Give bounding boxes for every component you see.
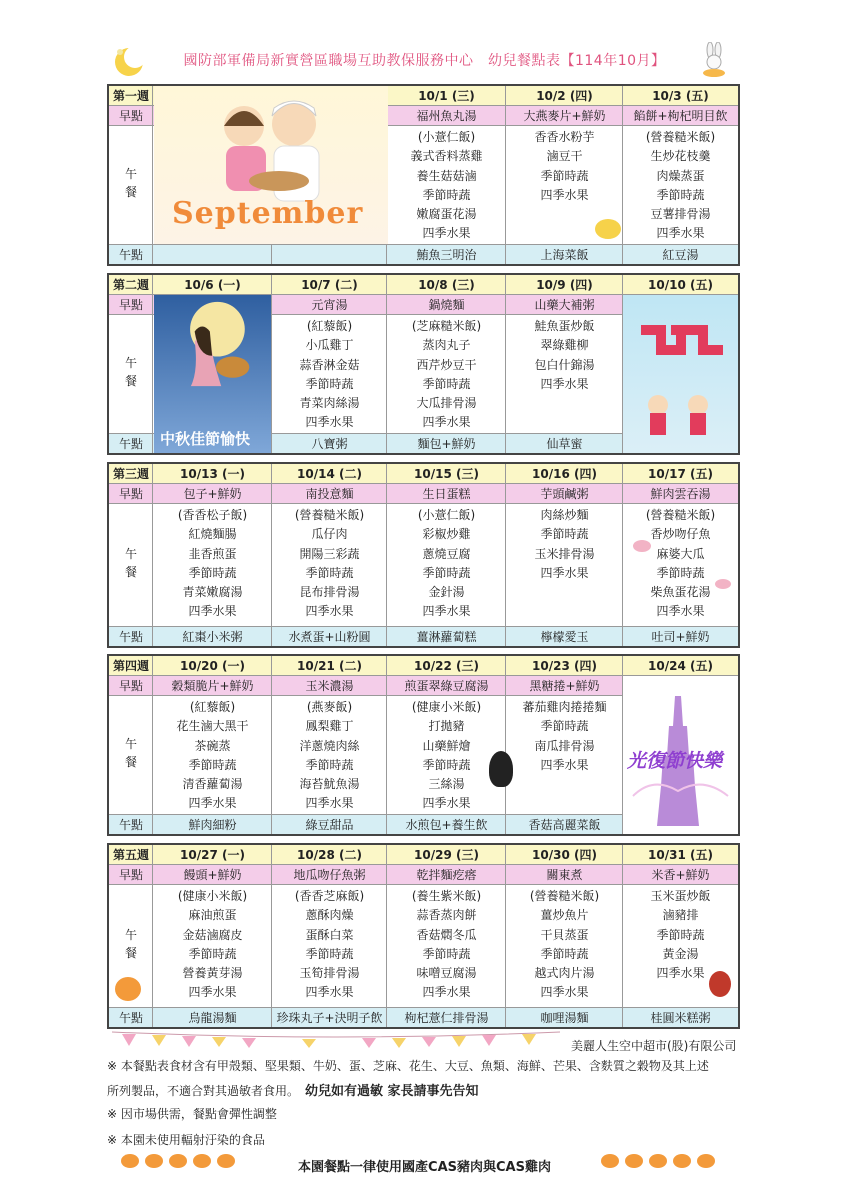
lunch-item: 季節時蔬: [540, 719, 589, 734]
lunch-item: 翠綠雞柳: [540, 338, 589, 353]
lunch-label-char: 午: [124, 547, 137, 561]
lunch-label: [109, 165, 153, 201]
day-header: 10/7 (二): [272, 275, 387, 295]
september-text: September: [172, 196, 364, 231]
lunch-item: 薑炒魚片: [540, 908, 589, 923]
breakfast-item: 黑糖捲+鮮奶: [506, 676, 623, 696]
mid-autumn-text: 中秋佳節愉快: [160, 430, 251, 448]
week-name: 第一週: [109, 86, 153, 106]
lunch-item: 季節時蔬: [422, 376, 471, 391]
lunch-item: 季節時蔬: [540, 168, 589, 183]
week-name: 第二週: [109, 275, 153, 295]
lunch-item: 香菇燜冬瓜: [416, 927, 477, 942]
lunch-item: 四季水果: [656, 966, 705, 981]
lunch-item: 山藥鮮燴: [422, 738, 471, 753]
lunch-menu: [387, 128, 506, 244]
mid-autumn-illustration: [154, 295, 271, 453]
lunch-menu: [506, 698, 623, 775]
snack-item: 枸杞薏仁排骨湯: [387, 1007, 506, 1027]
lunch-label-char: 餐: [124, 565, 137, 579]
lunch-item: 季節時蔬: [305, 565, 354, 580]
day-header: 10/30 (四): [506, 845, 623, 865]
week-header-row: [109, 656, 738, 676]
lunch-item: 四季水果: [656, 226, 705, 241]
allergen-note: [107, 1057, 747, 1099]
lunch-item: 季節時蔬: [656, 927, 705, 942]
moon-girl-icon: [154, 295, 271, 415]
lunch-item: 蒸肉丸子: [422, 338, 471, 353]
column-divider: [505, 845, 506, 1027]
snack-item: 薑淋蘿蔔糕: [387, 626, 506, 646]
national-day-illustration: [623, 295, 738, 453]
september-illustration: [154, 86, 388, 244]
lunch-item: 蒜香蒸肉餅: [416, 908, 477, 923]
column-divider: [386, 656, 387, 834]
column-divider: [271, 464, 272, 646]
day-header: 10/27 (一): [153, 845, 272, 865]
snack-item: 鮪魚三明治: [387, 244, 506, 264]
week-table: [107, 843, 740, 1029]
snack-item: 香菇高麗菜飯: [506, 814, 623, 834]
devil-pumpkin-icon: [709, 971, 731, 997]
lunch-item: 昆布排骨湯: [299, 585, 360, 600]
day-header: 10/2 (四): [506, 86, 623, 106]
snack-item: 麵包+鮮奶: [387, 433, 506, 453]
breakfast-item: 餡餅+枸杞明目飲: [623, 106, 738, 126]
lunch-menu: [272, 317, 387, 433]
column-divider: [386, 845, 387, 1027]
day-header: 10/8 (三): [387, 275, 506, 295]
lunch-item: 季節時蔬: [422, 757, 471, 772]
lunch-label-char: 午: [124, 356, 137, 370]
column-divider: [386, 275, 387, 453]
breakfast-item: 穀類脆片+鮮奶: [153, 676, 272, 696]
breakfast-row: [109, 484, 738, 504]
breakfast-label: 早點: [109, 106, 153, 126]
lunch-item: 季節時蔬: [422, 187, 471, 202]
breakfast-item: 饅頭+鮮奶: [153, 865, 272, 885]
week-name: 第五週: [109, 845, 153, 865]
breakfast-item: 地瓜吻仔魚粥: [272, 865, 387, 885]
lunch-label-char: 餐: [124, 755, 137, 769]
column-divider: [622, 845, 623, 1027]
snack-item: [153, 244, 272, 264]
breakfast-item: 鍋燒麵: [387, 295, 506, 315]
lunch-item: (健康小米飯): [411, 700, 482, 714]
lunch-item: 玉米排骨湯: [534, 546, 595, 561]
lunch-menu: [623, 506, 738, 622]
lunch-item: (香香松子飯): [177, 508, 248, 522]
week-table: [107, 462, 740, 648]
double-ten-icon: [623, 295, 738, 453]
lunch-item: 鳳梨雞丁: [305, 719, 354, 734]
lunch-menu: [153, 506, 272, 622]
day-header: 10/23 (四): [506, 656, 623, 676]
lunch-item: 清香蘿蔔湯: [182, 777, 243, 792]
lunch-item: 四季水果: [540, 565, 589, 580]
lunch-item: (燕麥飯): [306, 700, 353, 714]
lunch-label-char: 午: [124, 167, 137, 181]
snack-item: 綠豆甜品: [272, 814, 387, 834]
snack-item: 紅豆湯: [623, 244, 738, 264]
lunch-item: 四季水果: [305, 985, 354, 1000]
lunch-item: 洋蔥燒肉絲: [299, 738, 360, 753]
lunch-item: 四季水果: [540, 187, 589, 202]
lunch-menu: [506, 128, 623, 205]
lunch-item: (營養糙米飯): [645, 508, 716, 522]
rabbit-logo-icon: [700, 42, 728, 78]
note-line-2: 所列製品，不適合對其過敏者食用。: [107, 1084, 294, 1098]
lunch-item: 蛋酥白菜: [305, 927, 354, 942]
lunch-item: 大瓜排骨湯: [416, 396, 477, 411]
day-header: 10/9 (四): [506, 275, 623, 295]
day-header: 10/14 (二): [272, 464, 387, 484]
column-divider: [152, 86, 153, 264]
lunch-item: 營養黃芽湯: [182, 966, 243, 981]
lunch-item: (小薏仁飯): [417, 508, 476, 522]
lunch-item: 三絲湯: [428, 777, 465, 792]
note-line-1: ※ 本餐點表食材含有甲殼類、堅果類、牛奶、蛋、芝麻、花生、大豆、魚類、海鮮、芒果、含麩質之穀物及其上述: [107, 1059, 709, 1073]
lunch-label-char: 餐: [124, 946, 137, 960]
lunch-item: 麻婆大瓜: [656, 546, 705, 561]
week-name: 第三週: [109, 464, 153, 484]
column-divider: [152, 845, 153, 1027]
lunch-item: 生炒花枝羹: [650, 149, 711, 164]
lunch-item: 南瓜排骨湯: [534, 738, 595, 753]
day-header: 10/13 (一): [153, 464, 272, 484]
bee-icon: [595, 219, 621, 239]
lunch-menu: [153, 887, 272, 1003]
breakfast-item: 福州魚丸湯: [387, 106, 506, 126]
lunch-menu: [272, 506, 387, 622]
lunch-item: 季節時蔬: [422, 946, 471, 961]
breakfast-row: [109, 865, 738, 885]
lunch-item: 開陽三彩蔬: [299, 546, 360, 561]
footer-note: 本園餐點一律使用國產CAS豬肉與CAS雞肉: [298, 1160, 551, 1175]
lunch-item: (香香芝麻飯): [294, 889, 365, 903]
lunch-item: (紅藜飯): [189, 700, 236, 714]
lunch-item: 金針湯: [428, 585, 465, 600]
pumpkin-row-right-icon: [600, 1150, 730, 1170]
snack-item: [272, 244, 387, 264]
day-header: 10/10 (五): [623, 275, 738, 295]
snack-row: [109, 1007, 738, 1027]
day-header: 10/20 (一): [153, 656, 272, 676]
lunch-item: 四季水果: [305, 604, 354, 619]
column-divider: [152, 464, 153, 646]
lunch-menu: [623, 887, 738, 983]
lunch-item: 越式肉片湯: [534, 966, 595, 981]
day-header: 10/31 (五): [623, 845, 738, 865]
column-divider: [505, 86, 506, 264]
lunch-label-char: 午: [124, 737, 137, 751]
lunch-item: 季節時蔬: [188, 565, 237, 580]
breakfast-item: 生日蛋糕: [387, 484, 506, 504]
snack-item: 檸檬愛玉: [506, 626, 623, 646]
lunch-item: 嫩腐蛋花湯: [416, 207, 477, 222]
breakfast-item: 玉米濃湯: [272, 676, 387, 696]
column-divider: [505, 656, 506, 834]
day-header: 10/28 (二): [272, 845, 387, 865]
lunch-item: 四季水果: [305, 796, 354, 811]
lunch-label: [109, 735, 153, 771]
lunch-item: 季節時蔬: [188, 946, 237, 961]
day-header: 10/21 (二): [272, 656, 387, 676]
day-header: 10/3 (五): [623, 86, 738, 106]
week-header-row: [109, 464, 738, 484]
column-divider: [152, 275, 153, 453]
snack-item: 鮮肉細粉: [153, 814, 272, 834]
lunch-item: 柴魚蛋花湯: [650, 585, 711, 600]
lunch-item: 肉燥蒸蛋: [656, 168, 705, 183]
lunch-menu: [506, 506, 623, 583]
lunch-item: (紅藜飯): [306, 319, 353, 333]
breakfast-item: 乾拌麵疙瘩: [387, 865, 506, 885]
breakfast-item: 大燕麥片+鮮奶: [506, 106, 623, 126]
snack-row: [109, 626, 738, 646]
bunting-decoration: [112, 1030, 560, 1048]
day-header: 10/15 (三): [387, 464, 506, 484]
snack-item: 上海菜飯: [506, 244, 623, 264]
week-table: [107, 654, 740, 836]
breakfast-label: 早點: [109, 295, 153, 315]
lunch-item: (營養糙米飯): [645, 130, 716, 144]
lunch-item: 四季水果: [188, 796, 237, 811]
lunch-item: 包白什錦湯: [534, 357, 595, 372]
lunch-item: 麻油煎蛋: [188, 908, 237, 923]
lunch-item: 黃金湯: [662, 946, 699, 961]
lunch-item: 季節時蔬: [540, 946, 589, 961]
lunch-item: 青菜嫩腐湯: [182, 585, 243, 600]
lunch-item: 茶碗蒸: [194, 738, 231, 753]
snack-item: 水煎包+養生飲: [387, 814, 506, 834]
lunch-item: 四季水果: [422, 415, 471, 430]
lunch-item: 打拋豬: [428, 719, 465, 734]
lunch-item: 季節時蔬: [422, 565, 471, 580]
lunch-item: 季節時蔬: [305, 946, 354, 961]
squid-icon: [633, 540, 651, 552]
lunch-item: 季節時蔬: [540, 527, 589, 542]
column-divider: [622, 86, 623, 264]
snack-label: 午點: [109, 244, 153, 264]
lunch-item: 滷豬排: [662, 908, 699, 923]
lunch-item: 海苔魷魚湯: [299, 777, 360, 792]
column-divider: [386, 464, 387, 646]
title-text: 國防部軍備局新實營區職場互助教保服務中心 幼兒餐點表: [183, 53, 561, 69]
snack-item: 吐司+鮮奶: [623, 626, 738, 646]
breakfast-item: 關東煮: [506, 865, 623, 885]
snack-item: 水煮蛋+山粉圓: [272, 626, 387, 646]
snack-item: 烏龍湯麵: [153, 1007, 272, 1027]
breakfast-item: 山藥大補粥: [506, 295, 623, 315]
breakfast-item: 元宵湯: [272, 295, 387, 315]
day-header: 10/1 (三): [387, 86, 506, 106]
witch-pumpkin-icon: [115, 977, 141, 1001]
week-header-row: [109, 275, 738, 295]
lunch-item: 滷豆干: [546, 149, 583, 164]
breakfast-label: 早點: [109, 676, 153, 696]
week-name: 第四週: [109, 656, 153, 676]
lunch-item: 四季水果: [422, 985, 471, 1000]
column-divider: [622, 464, 623, 646]
breakfast-item: 南投意麵: [272, 484, 387, 504]
week-table: [107, 273, 740, 455]
lunch-item: 蕃茄雞肉捲捲麵: [522, 700, 607, 714]
snack-item: 桂圓米糕粥: [623, 1007, 738, 1027]
snack-item: 仙草蜜: [506, 433, 623, 453]
lunch-item: (營養糙米飯): [529, 889, 600, 903]
lunch-item: (芝麻糙米飯): [411, 319, 482, 333]
lunch-item: 蔥酥肉燥: [305, 908, 354, 923]
lunch-menu: [153, 698, 272, 814]
lunch-item: 香香水粉芋: [534, 130, 595, 144]
column-divider: [152, 656, 153, 834]
lunch-item: 紅燒麵腸: [188, 527, 237, 542]
day-header: 10/29 (三): [387, 845, 506, 865]
lunch-item: 季節時蔬: [305, 757, 354, 772]
lunch-item: 玉筍排骨湯: [299, 966, 360, 981]
lunch-label-char: 餐: [124, 185, 137, 199]
breakfast-item: 芋頭鹹粥: [506, 484, 623, 504]
snack-item: 咖哩湯麵: [506, 1007, 623, 1027]
snack-label: 午點: [109, 1007, 153, 1027]
lunch-item: 彩椒炒雞: [422, 527, 471, 542]
retrocession-day-illustration: [623, 676, 738, 834]
day-header: 10/24 (五): [623, 656, 738, 676]
column-divider: [505, 275, 506, 453]
lunch-menu: [387, 698, 506, 814]
lunch-item: (養生紫米飯): [411, 889, 482, 903]
snack-label: 午點: [109, 814, 153, 834]
retrocession-text: 光復節快樂: [627, 750, 723, 772]
lunch-item: 四季水果: [656, 604, 705, 619]
note-market: ※ 因市場供需，餐點會彈性調整: [107, 1107, 277, 1121]
breakfast-item: 煎蛋翠綠豆腐湯: [387, 676, 506, 696]
snack-label: 午點: [109, 626, 153, 646]
title-date: 【114年10月】: [560, 53, 666, 69]
lunch-item: 四季水果: [540, 376, 589, 391]
column-divider: [271, 656, 272, 834]
snack-label: 午點: [109, 433, 153, 453]
lunch-menu: [387, 317, 506, 433]
snack-item: 珍珠丸子+決明子飲: [272, 1007, 387, 1027]
day-header: 10/6 (一): [153, 275, 272, 295]
breakfast-label: 早點: [109, 484, 153, 504]
snack-row: [109, 244, 738, 264]
lunch-item: 四季水果: [422, 796, 471, 811]
lunch-item: 四季水果: [422, 604, 471, 619]
lunch-item: (小薏仁飯): [417, 130, 476, 144]
lunch-item: 肉絲炒麵: [540, 508, 589, 522]
lunch-item: 小瓜雞丁: [305, 338, 354, 353]
week-table: [107, 84, 740, 266]
allergy-warning: 幼兒如有過敏 家長請事先告知: [305, 1084, 479, 1099]
breakfast-item: 包子+鮮奶: [153, 484, 272, 504]
lunch-item: 四季水果: [540, 985, 589, 1000]
week-header-row: [109, 845, 738, 865]
lunch-item: 蔥燒豆腐: [422, 546, 471, 561]
lunch-item: 季節時蔬: [188, 757, 237, 772]
column-divider: [505, 464, 506, 646]
lunch-item: 四季水果: [540, 757, 589, 772]
note-radiation: ※ 本園未使用輻射汙染的食品: [107, 1133, 265, 1147]
lunch-menu: [387, 887, 506, 1003]
lunch-menu: [387, 506, 506, 622]
lunch-item: 四季水果: [305, 415, 354, 430]
lunch-item: 豆薯排骨湯: [650, 207, 711, 222]
lunch-menu: [506, 317, 623, 394]
lunch-item: 季節時蔬: [656, 187, 705, 202]
lunch-item: (健康小米飯): [177, 889, 248, 903]
breakfast-item: 鮮肉雲吞湯: [623, 484, 738, 504]
lunch-item: 蒜香淋金菇: [299, 357, 360, 372]
snack-item: 八寶粥: [272, 433, 387, 453]
day-header: 10/16 (四): [506, 464, 623, 484]
breakfast-label: 早點: [109, 865, 153, 885]
column-divider: [271, 845, 272, 1027]
lunch-item: 四季水果: [188, 604, 237, 619]
lunch-item: 干貝蒸蛋: [540, 927, 589, 942]
lunch-menu: [272, 887, 387, 1003]
lunch-item: 韭香煎蛋: [188, 546, 237, 561]
day-header: 10/22 (三): [387, 656, 506, 676]
lunch-item: 鮭魚蛋炒飯: [534, 319, 595, 333]
lunch-item: 四季水果: [422, 226, 471, 241]
lunch-item: 養生菇菇滷: [416, 168, 477, 183]
lunch-label: [109, 354, 153, 390]
lunch-item: 花生滷大黑干: [176, 719, 249, 734]
lunch-item: 味噌豆腐湯: [416, 966, 477, 981]
lunch-item: 香炒吻仔魚: [650, 527, 711, 542]
lunch-item: 季節時蔬: [305, 376, 354, 391]
lunch-label-char: 午: [124, 928, 137, 942]
lunch-item: 季節時蔬: [656, 565, 705, 580]
column-divider: [271, 275, 272, 453]
lunch-label: [109, 926, 153, 962]
lunch-item: (營養糙米飯): [294, 508, 365, 522]
lunch-menu: [506, 887, 623, 1003]
lunch-item: 金菇滷腐皮: [182, 927, 243, 942]
lunch-label-char: 餐: [124, 374, 137, 388]
lunch-item: 西芹炒豆干: [416, 357, 477, 372]
lunch-menu: [272, 698, 387, 814]
lunch-item: 四季水果: [188, 985, 237, 1000]
day-header: 10/17 (五): [623, 464, 738, 484]
squid-icon: [715, 579, 731, 589]
lunch-item: 青菜肉絲湯: [299, 396, 360, 411]
lunch-item: 玉米蛋炒飯: [650, 889, 711, 903]
lunch-item: 瓜仔肉: [311, 527, 348, 542]
lunch-label: [109, 545, 153, 581]
breakfast-item: 米香+鮮奶: [623, 865, 738, 885]
lunch-menu: [623, 128, 738, 244]
lunch-item: 義式香料蒸雞: [410, 149, 483, 164]
snack-item: 紅棗小米粥: [153, 626, 272, 646]
company-name: 美麗人生空中超市(股)有限公司: [571, 1039, 737, 1053]
black-cat-icon: [489, 751, 513, 787]
